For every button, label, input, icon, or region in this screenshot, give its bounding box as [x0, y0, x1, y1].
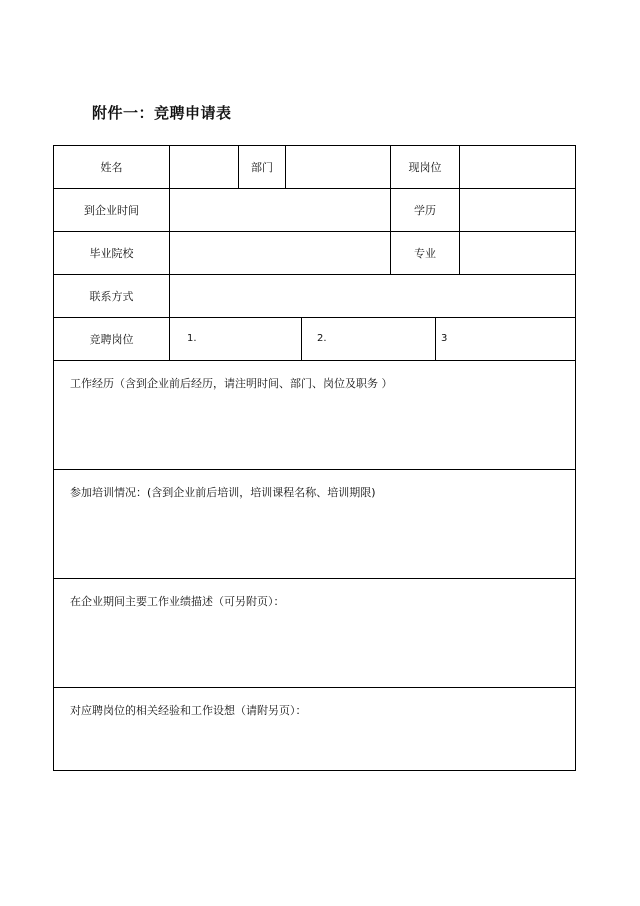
- department-label: 部门: [251, 161, 273, 174]
- education-field[interactable]: [460, 189, 575, 231]
- applied-position-choice-3-field[interactable]: [436, 318, 575, 360]
- school-label: 毕业院校: [89, 247, 134, 260]
- document-title: 附件一：竞聘申请表: [92, 104, 232, 122]
- achievements-label: 在企业期间主要工作业绩描述（可另附页）：: [70, 595, 285, 608]
- join-date-field[interactable]: [170, 189, 390, 231]
- education-label: 学历: [414, 204, 436, 217]
- choice-2-label: 2.: [317, 333, 327, 344]
- contact-label: 联系方式: [89, 290, 134, 303]
- work-history-label: 工作经历（含到企业前后经历，请注明时间、部门、岗位及职务 ）: [70, 377, 393, 390]
- department-field[interactable]: [286, 146, 390, 188]
- school-field[interactable]: [170, 232, 390, 274]
- contact-field[interactable]: [170, 275, 575, 317]
- major-field[interactable]: [460, 232, 575, 274]
- name-field[interactable]: [170, 146, 238, 188]
- experience-plan-label: 对应聘岗位的相关经验和工作设想（请附另页）：: [70, 704, 307, 717]
- name-label: 姓名: [100, 161, 123, 174]
- application-form-table: [53, 145, 576, 771]
- choice-1-label: 1.: [187, 333, 197, 344]
- major-label: 专业: [414, 247, 436, 260]
- choice-3-label: 3: [441, 333, 448, 344]
- current-position-label: 现岗位: [408, 161, 442, 174]
- experience-plan-area[interactable]: [54, 688, 575, 770]
- current-position-field[interactable]: [460, 146, 575, 188]
- training-label: 参加培训情况：(含到企业前后培训，培训课程名称、培训期限): [70, 486, 376, 499]
- join-date-label: 到企业时间: [84, 204, 139, 217]
- applied-position-label: 竞聘岗位: [89, 333, 134, 346]
